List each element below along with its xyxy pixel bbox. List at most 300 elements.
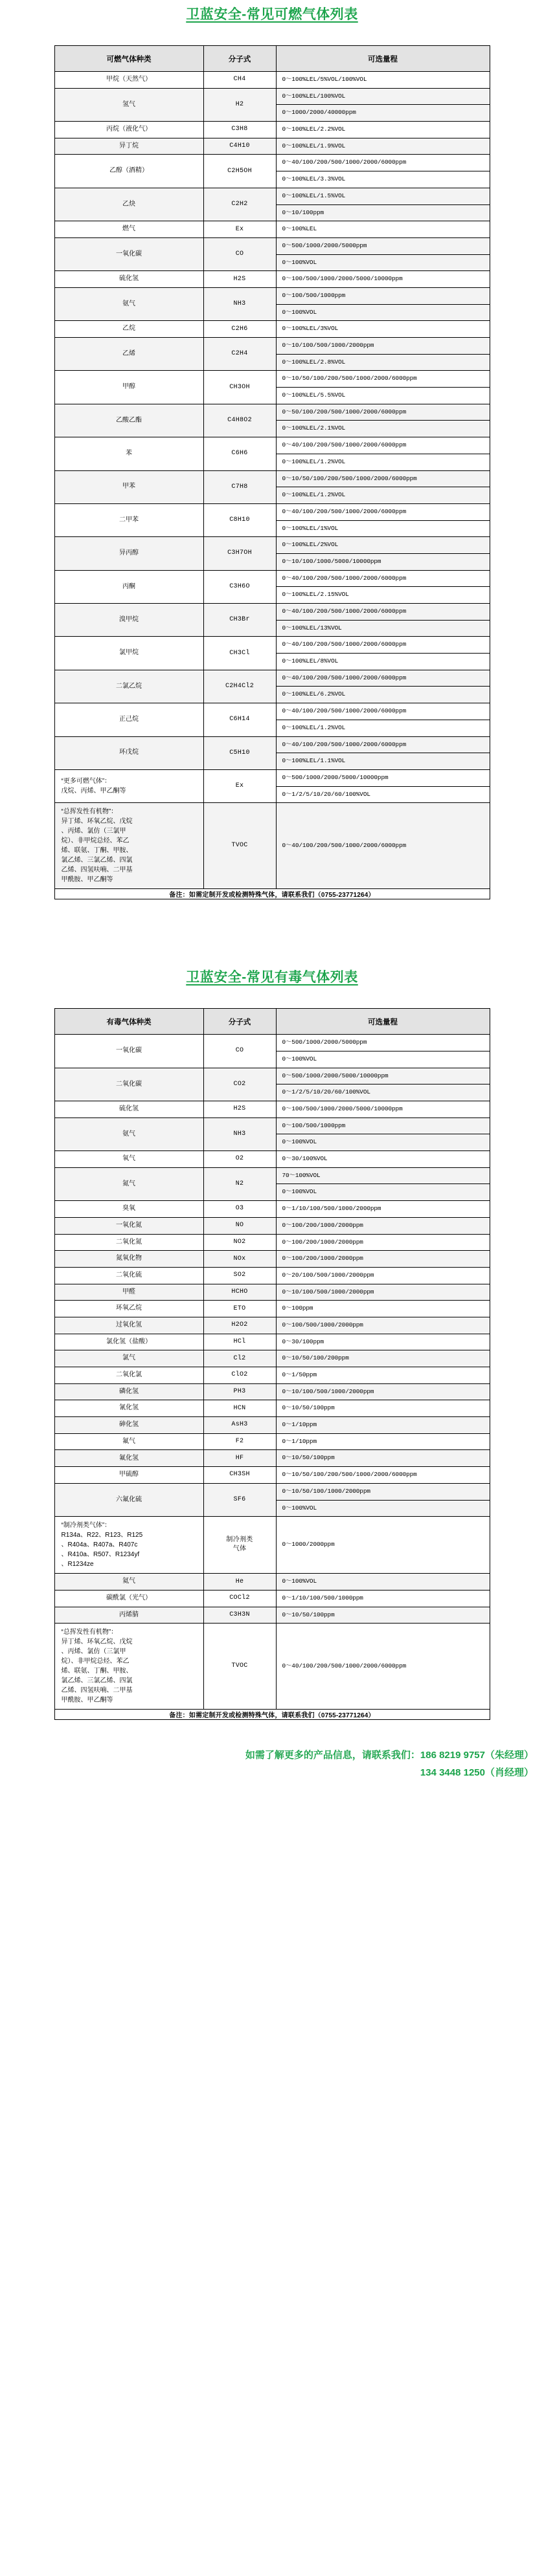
gas-name-cell: 氯甲烷 [54,637,203,670]
gas-name-cell: 氰化氢 [54,1400,203,1417]
gas-name-cell: 乙烷 [54,321,203,338]
gas-range-cell [276,321,490,338]
table-row [54,122,490,138]
gas-name-cell: 乙酸乙酯 [54,404,203,437]
range-option: 0～30/100%VOL [282,1155,328,1163]
gas-formula-cell: C3H8 [203,122,276,138]
gas-range-cell [276,1450,490,1467]
gas-name-cell: 甲硫醇 [54,1467,203,1484]
gas-name-cell: 正己烷 [54,703,203,736]
range-option: 0～500/1000/2000/5000ppm [282,241,367,249]
gas-range-cell [276,703,490,736]
gas-range-cell [276,338,490,371]
gas-range-cell [276,604,490,637]
gas-range-cell [276,1167,490,1200]
gas-name-cell: 氨气 [54,1117,203,1150]
range-option: 0～100/500/1000/2000/5000/10000ppm [282,1105,403,1112]
table-note: 备注：如需定制开发或检测特殊气体，请联系我们（0755-23771264） [54,889,490,899]
gas-formula-cell: C6H14 [203,703,276,736]
range-option: 0～10/100/1000/5000/10000ppm [277,553,490,570]
range-option: 0～100%VOL [277,1051,490,1068]
table-note-row [54,889,490,899]
gas-formula-cell: C2H2 [203,188,276,221]
gas-name-cell: 六氟化硫 [54,1483,203,1516]
gas-range-cell [276,769,490,802]
gas-formula-cell: CH3Br [203,604,276,637]
column-header-gas-type: 可燃气体种类 [54,46,203,72]
gas-formula-cell: NOx [203,1251,276,1268]
range-option: 0～1/10/100/500/1000ppm [282,1594,363,1602]
range-option: 0～40/100/200/500/1000/2000/6000ppm [282,707,407,715]
range-option: 0～100%LEL/8%VOL [277,653,490,670]
gas-range-cell [276,437,490,470]
table-row [54,1334,490,1350]
table-row [54,404,490,437]
range-option: 0～40/100/200/500/1000/2000/6000ppm [282,841,407,849]
gas-formula-cell: PH3 [203,1383,276,1400]
gas-name-cell: 碳酰氯（光气） [54,1590,203,1607]
range-option: 0～100/200/1000/2000ppm [282,1238,363,1246]
table-note-row [54,1710,490,1720]
range-option: 0～100%LEL/1%VOL [277,520,490,537]
range-option: 0～1000/2000/40000ppm [277,104,490,121]
range-option: 0～10/50/100/1000/2000ppm [282,1487,370,1495]
table-row [54,1284,490,1301]
table-row [54,1467,490,1484]
gas-name-cell: 臭氧 [54,1201,203,1218]
table-row [54,1267,490,1284]
range-option: 0～100%VOL [277,254,490,271]
gas-formula-cell: ETO [203,1301,276,1317]
gas-formula-cell: C2H4Cl2 [203,670,276,703]
gas-range-cell [276,1367,490,1384]
footer-gap [0,1720,544,1747]
range-option: 0～1/10/100/500/1000/2000ppm [282,1205,381,1213]
gas-name-cell: “制冷剂类气体”： R134a、R22、R123、R125 、R404a、R407a、R407c 、R410a、R507、R1234yf 、R1234ze [54,1517,203,1574]
gas-formula-cell: H2O2 [203,1317,276,1334]
gas-range-cell [276,1284,490,1301]
gas-formula-cell: F2 [203,1433,276,1450]
range-option: 0～10/50/100ppm [282,1404,335,1412]
gas-range-cell [276,1068,490,1101]
gas-name-cell: 苯 [54,437,203,470]
gas-range-cell [276,155,490,188]
gas-range-cell [276,72,490,89]
gas-formula-cell: H2S [203,271,276,288]
gas-name-cell: 二氯乙烷 [54,670,203,703]
gas-range-cell [276,1151,490,1168]
gas-name-cell: 氮氧化物 [54,1251,203,1268]
table-row [54,1201,490,1218]
table-row [54,271,490,288]
gas-range-cell [276,1301,490,1317]
gas-formula-cell: H2 [203,88,276,121]
gas-range-cell [276,1400,490,1417]
gas-formula-cell: CH3SH [203,1467,276,1484]
table-row [54,1624,490,1710]
table-row [54,1450,490,1467]
gas-name-cell: “总挥发性有机物”： 异丁烯、环氧乙烷、戊烷 、丙烯、氯仿（三氯甲 烷）、非甲烷总烃、苯乙 烯、联氨、丁酮、甲胺、 氯乙烯、三氯乙烯、四氯 乙烯、四氢呋喃、二甲基 甲酰胺、甲乙酮等 [54,803,203,889]
combustible-gas-table [54,45,490,899]
table-row [54,1367,490,1384]
gas-name-cell: “总挥发性有机物”： 异丁烯、环氧乙烷、戊烷 、丙烯、氯仿（三氯甲 烷）、非甲烷总烃、苯乙 烯、联氨、丁酮、甲胺、 氯乙烯、三氯乙烯、四氯 乙烯、四氢呋喃、二甲基 甲酰胺、甲乙酮等 [54,1624,203,1710]
table-row [54,537,490,570]
gas-name-cell: 二氧化氯 [54,1367,203,1384]
gas-name-cell: 乙烯 [54,338,203,371]
table-row [54,1117,490,1150]
range-option: 0～100%LEL/13%VOL [277,620,490,637]
gas-range-cell [276,1267,490,1284]
range-option: 0～100%LEL/2.8%VOL [277,354,490,371]
gas-name-cell: 氧气 [54,1151,203,1168]
table-row [54,1151,490,1168]
bottom-spacer [0,1781,544,1827]
gas-range-cell [276,1624,490,1710]
range-option: 0～1/50ppm [282,1371,317,1378]
gas-range-cell [276,670,490,703]
table-row [54,637,490,670]
gas-range-cell [276,1334,490,1350]
gas-name-cell: “更多可燃气体”： 戊烷、丙烯、甲乙酮等 [54,769,203,802]
table-row [54,736,490,769]
range-option: 0～100%LEL/6.2%VOL [277,686,490,703]
gas-range-cell [276,1317,490,1334]
range-option: 0～10/50/100/200/500/1000/2000/6000ppm [282,1471,417,1479]
gas-formula-cell: CH4 [203,72,276,89]
gas-formula-cell: TVOC [203,803,276,889]
table-row [54,371,490,404]
gas-name-cell: 乙炔 [54,188,203,221]
range-option: 0～100%VOL [277,304,490,321]
range-option: 70～100%VOL [282,1171,321,1179]
table-row [54,1400,490,1417]
gas-name-cell: 丙烯腈 [54,1607,203,1624]
table-row [54,1068,490,1101]
gas-name-cell: 氨气 [54,287,203,320]
gas-range-cell [276,1433,490,1450]
gas-name-cell: 二氧化硫 [54,1267,203,1284]
gas-name-cell: 环氧乙烷 [54,1301,203,1317]
table-row [54,1417,490,1434]
range-option: 0～100%LEL/1.1%VOL [277,753,490,769]
gas-name-cell: 一氧化碳 [54,1035,203,1068]
table-row [54,1101,490,1118]
gas-range-cell [276,88,490,121]
gas-formula-cell: HCl [203,1334,276,1350]
table-row [54,570,490,603]
table-row [54,503,490,536]
table-row [54,803,490,889]
table-row [54,72,490,89]
gas-range-cell [276,271,490,288]
gas-range-cell [276,503,490,536]
page-title-combustible: 卫蓝安全-常见可燃气体列表 [186,7,358,22]
range-option: 0～100/200/1000/2000ppm [282,1255,363,1262]
gas-formula-cell: SF6 [203,1483,276,1516]
gas-formula-cell: C8H10 [203,503,276,536]
range-option: 0～10/50/100/200/500/1000/2000/6000ppm [282,375,417,382]
table-row [54,1574,490,1591]
gas-range-cell [276,1350,490,1367]
table-row [54,1590,490,1607]
table-row [54,1433,490,1450]
range-option: 0～40/100/200/500/1000/2000/6000ppm [282,574,407,582]
gas-range-cell [276,736,490,769]
table-row [54,1035,490,1068]
range-option: 0～100%VOL [282,1578,317,1585]
gas-range-cell [276,1251,490,1268]
gas-formula-cell: TVOC [203,1624,276,1710]
range-option: 0～40/100/200/500/1000/2000/6000ppm [282,159,407,166]
gas-name-cell: 硫化氢 [54,1101,203,1118]
table-row [54,1383,490,1400]
gas-range-cell [276,1117,490,1150]
table-row [54,1517,490,1574]
gas-formula-cell: C3H7OH [203,537,276,570]
gas-name-cell: 一氧化碳 [54,237,203,270]
gas-range-cell [276,1467,490,1484]
range-option: 0～500/1000/2000/5000ppm [282,1039,367,1046]
gas-range-cell [276,404,490,437]
gas-range-cell [276,637,490,670]
table-header-row [54,46,490,72]
range-option: 0～100%LEL/1.9%VOL [282,142,346,149]
range-option: 0～100%VOL [277,1500,490,1517]
gas-name-cell: 氟气 [54,1433,203,1450]
gas-range-cell [276,1201,490,1218]
gas-name-cell: 甲烷（天然气） [54,72,203,89]
gas-formula-cell: CO2 [203,1068,276,1101]
page-title-toxic: 卫蓝安全-常见有毒气体列表 [186,970,358,985]
table-row [54,1607,490,1624]
table-row [54,321,490,338]
table-row [54,138,490,155]
range-option: 0～100%LEL/5%VOL/100%VOL [282,76,367,83]
range-option: 0～40/100/200/500/1000/2000/6000ppm [282,674,407,681]
range-option: 0～10/100/500/1000/2000ppm [282,1387,374,1395]
range-option: 0～100%LEL/1.5%VOL [282,192,346,199]
gas-formula-cell: CO [203,237,276,270]
range-option: 0～10/50/100ppm [282,1454,335,1462]
gas-formula-cell: C3H3N [203,1607,276,1624]
gas-range-cell [276,122,490,138]
table-row [54,88,490,121]
gas-range-cell [276,470,490,503]
range-option: 0～40/100/200/500/1000/2000/6000ppm [282,608,407,615]
table-row [54,437,490,470]
range-option: 0～100%LEL [282,225,317,233]
gas-formula-cell: COCl2 [203,1590,276,1607]
column-header-range: 可选量程 [276,1009,490,1035]
gas-range-cell [276,1517,490,1574]
table-row [54,1301,490,1317]
range-option: 0～100%LEL/3%VOL [282,325,339,333]
range-option: 0～10/100/500/1000/2000ppm [282,342,374,349]
gas-range-cell [276,1217,490,1234]
range-option: 0～100ppm [282,1305,313,1312]
title-spacer-2 [0,986,544,1008]
gas-formula-cell: Ex [203,221,276,238]
gas-name-cell: 磷化氢 [54,1383,203,1400]
contact-line-2: 134 3448 1250（肖经理） [420,1767,534,1778]
gas-range-cell [276,803,490,889]
gas-name-cell: 异丙醇 [54,537,203,570]
range-option: 0～100%VOL [277,1183,490,1200]
combustible-table-body [54,72,490,889]
range-option: 0～1/2/5/10/20/60/100%VOL [277,1084,490,1101]
range-option: 0～100/500/1000/2000/5000/10000ppm [282,275,403,283]
gas-name-cell: 甲苯 [54,470,203,503]
toxic-gas-table [54,1008,490,1720]
gas-range-cell [276,537,490,570]
range-option: 0～100%LEL/1.2%VOL [277,454,490,470]
gas-formula-cell: C6H6 [203,437,276,470]
gas-name-cell: 溴甲烷 [54,604,203,637]
range-option: 0～100%LEL/2.2%VOL [282,126,346,133]
gas-range-cell [276,1417,490,1434]
range-option: 0～10/50/100ppm [282,1611,335,1618]
gas-formula-cell: HCHO [203,1284,276,1301]
gas-name-cell: 过氧化氢 [54,1317,203,1334]
table-row [54,221,490,238]
gas-formula-cell: AsH3 [203,1417,276,1434]
gas-name-cell: 二氧化氮 [54,1234,203,1251]
gas-formula-cell: C5H10 [203,736,276,769]
range-option: 0～1/2/5/10/20/60/100%VOL [277,786,490,803]
gas-name-cell: 硫化氢 [54,271,203,288]
range-option: 0～10/100ppm [277,204,490,221]
table-row [54,1217,490,1234]
range-option: 0～10/100/500/1000/2000ppm [282,1288,374,1295]
gas-range-cell [276,138,490,155]
gas-formula-cell: CH3Cl [203,637,276,670]
gas-formula-cell: C7H8 [203,470,276,503]
gas-name-cell: 甲醇 [54,371,203,404]
gas-range-cell [276,1574,490,1591]
column-header-formula: 分子式 [203,46,276,72]
gas-name-cell: 氯化氢（盐酸） [54,1334,203,1350]
table-row [54,1234,490,1251]
range-option: 0～500/1000/2000/5000/10000ppm [282,773,389,781]
table-row [54,188,490,221]
gas-range-cell [276,1483,490,1516]
range-option: 0～10/50/100/200/500/1000/2000/6000ppm [282,474,417,482]
table-row [54,237,490,270]
gas-range-cell [276,1035,490,1068]
gas-formula-cell: O2 [203,1151,276,1168]
table-row [54,670,490,703]
range-option: 0～1/10ppm [282,1437,317,1445]
gas-formula-cell: 制冷剂类 气体 [203,1517,276,1574]
gas-formula-cell: NH3 [203,1117,276,1150]
gas-range-cell [276,1383,490,1400]
column-header-formula: 分子式 [203,1009,276,1035]
table-row [54,287,490,320]
gas-formula-cell: He [203,1574,276,1591]
range-option: 0～50/100/200/500/1000/2000/6000ppm [282,408,407,415]
gas-name-cell: 氯气 [54,1350,203,1367]
gas-formula-cell: H2S [203,1101,276,1118]
range-option: 0～100%LEL/2.15%VOL [277,586,490,603]
range-option: 0～100/500/1000ppm [282,1121,346,1129]
gas-range-cell [276,188,490,221]
table-row [54,1350,490,1367]
toxic-table-body [54,1035,490,1710]
gas-formula-cell: NO2 [203,1234,276,1251]
range-option: 0～1/10ppm [282,1421,317,1429]
gas-formula-cell: NO [203,1217,276,1234]
gas-name-cell: 丙烷（液化气） [54,122,203,138]
range-option: 0～100%LEL/3.3%VOL [277,171,490,188]
gas-formula-cell: ClO2 [203,1367,276,1384]
range-option: 0～100%LEL/1.2%VOL [277,720,490,736]
table-note: 备注：如需定制开发或检测特殊气体，请联系我们（0755-23771264） [54,1710,490,1720]
gas-formula-cell: Ex [203,769,276,802]
gas-formula-cell: C4H10 [203,138,276,155]
section-gap [0,899,544,967]
range-option: 0～1000/2000ppm [282,1541,335,1548]
range-option: 0～40/100/200/500/1000/2000/6000ppm [282,641,407,648]
gas-formula-cell: SO2 [203,1267,276,1284]
gas-formula-cell: C4H8O2 [203,404,276,437]
range-option: 0～40/100/200/500/1000/2000/6000ppm [282,441,407,449]
gas-formula-cell: NH3 [203,287,276,320]
gas-formula-cell: HCN [203,1400,276,1417]
range-option: 0～40/100/200/500/1000/2000/6000ppm [282,507,407,515]
gas-name-cell: 氢气 [54,88,203,121]
range-option: 0～40/100/200/500/1000/2000/6000ppm [282,1662,407,1669]
gas-range-cell [276,570,490,603]
gas-name-cell: 氟化氢 [54,1450,203,1467]
gas-formula-cell: HF [203,1450,276,1467]
table-row [54,703,490,736]
range-option: 0～100%LEL/100%VOL [282,92,346,100]
gas-formula-cell: C2H4 [203,338,276,371]
table-row [54,1251,490,1268]
gas-name-cell: 氦气 [54,1574,203,1591]
range-option: 0～500/1000/2000/5000/10000ppm [282,1072,389,1079]
range-option: 0～40/100/200/500/1000/2000/6000ppm [282,740,407,748]
gas-name-cell: 氮气 [54,1167,203,1200]
table-row [54,1483,490,1516]
gas-formula-cell: C2H5OH [203,155,276,188]
gas-range-cell [276,1607,490,1624]
gas-formula-cell: C2H6 [203,321,276,338]
title-spacer [0,23,544,45]
gas-range-cell [276,287,490,320]
range-option: 0～100/200/1000/2000ppm [282,1221,363,1229]
gas-range-cell [276,237,490,270]
contact-footer [0,1747,544,1781]
gas-formula-cell: N2 [203,1167,276,1200]
gas-range-cell [276,1234,490,1251]
gas-formula-cell: O3 [203,1201,276,1218]
range-option: 0～20/100/500/1000/2000ppm [282,1271,374,1279]
gas-name-cell: 环戊烷 [54,736,203,769]
gas-name-cell: 砷化氢 [54,1417,203,1434]
gas-name-cell: 乙醇（酒精） [54,155,203,188]
gas-range-cell [276,1590,490,1607]
range-option: 0～100%LEL/5.5%VOL [277,387,490,404]
gas-name-cell: 丙酮 [54,570,203,603]
range-option: 0～100/500/1000ppm [282,291,346,299]
table-row [54,338,490,371]
gas-range-cell [276,371,490,404]
range-option: 0～100%LEL/2%VOL [282,541,339,549]
gas-name-cell: 一氧化氮 [54,1217,203,1234]
gas-name-cell: 异丁烷 [54,138,203,155]
gas-name-cell: 甲醛 [54,1284,203,1301]
